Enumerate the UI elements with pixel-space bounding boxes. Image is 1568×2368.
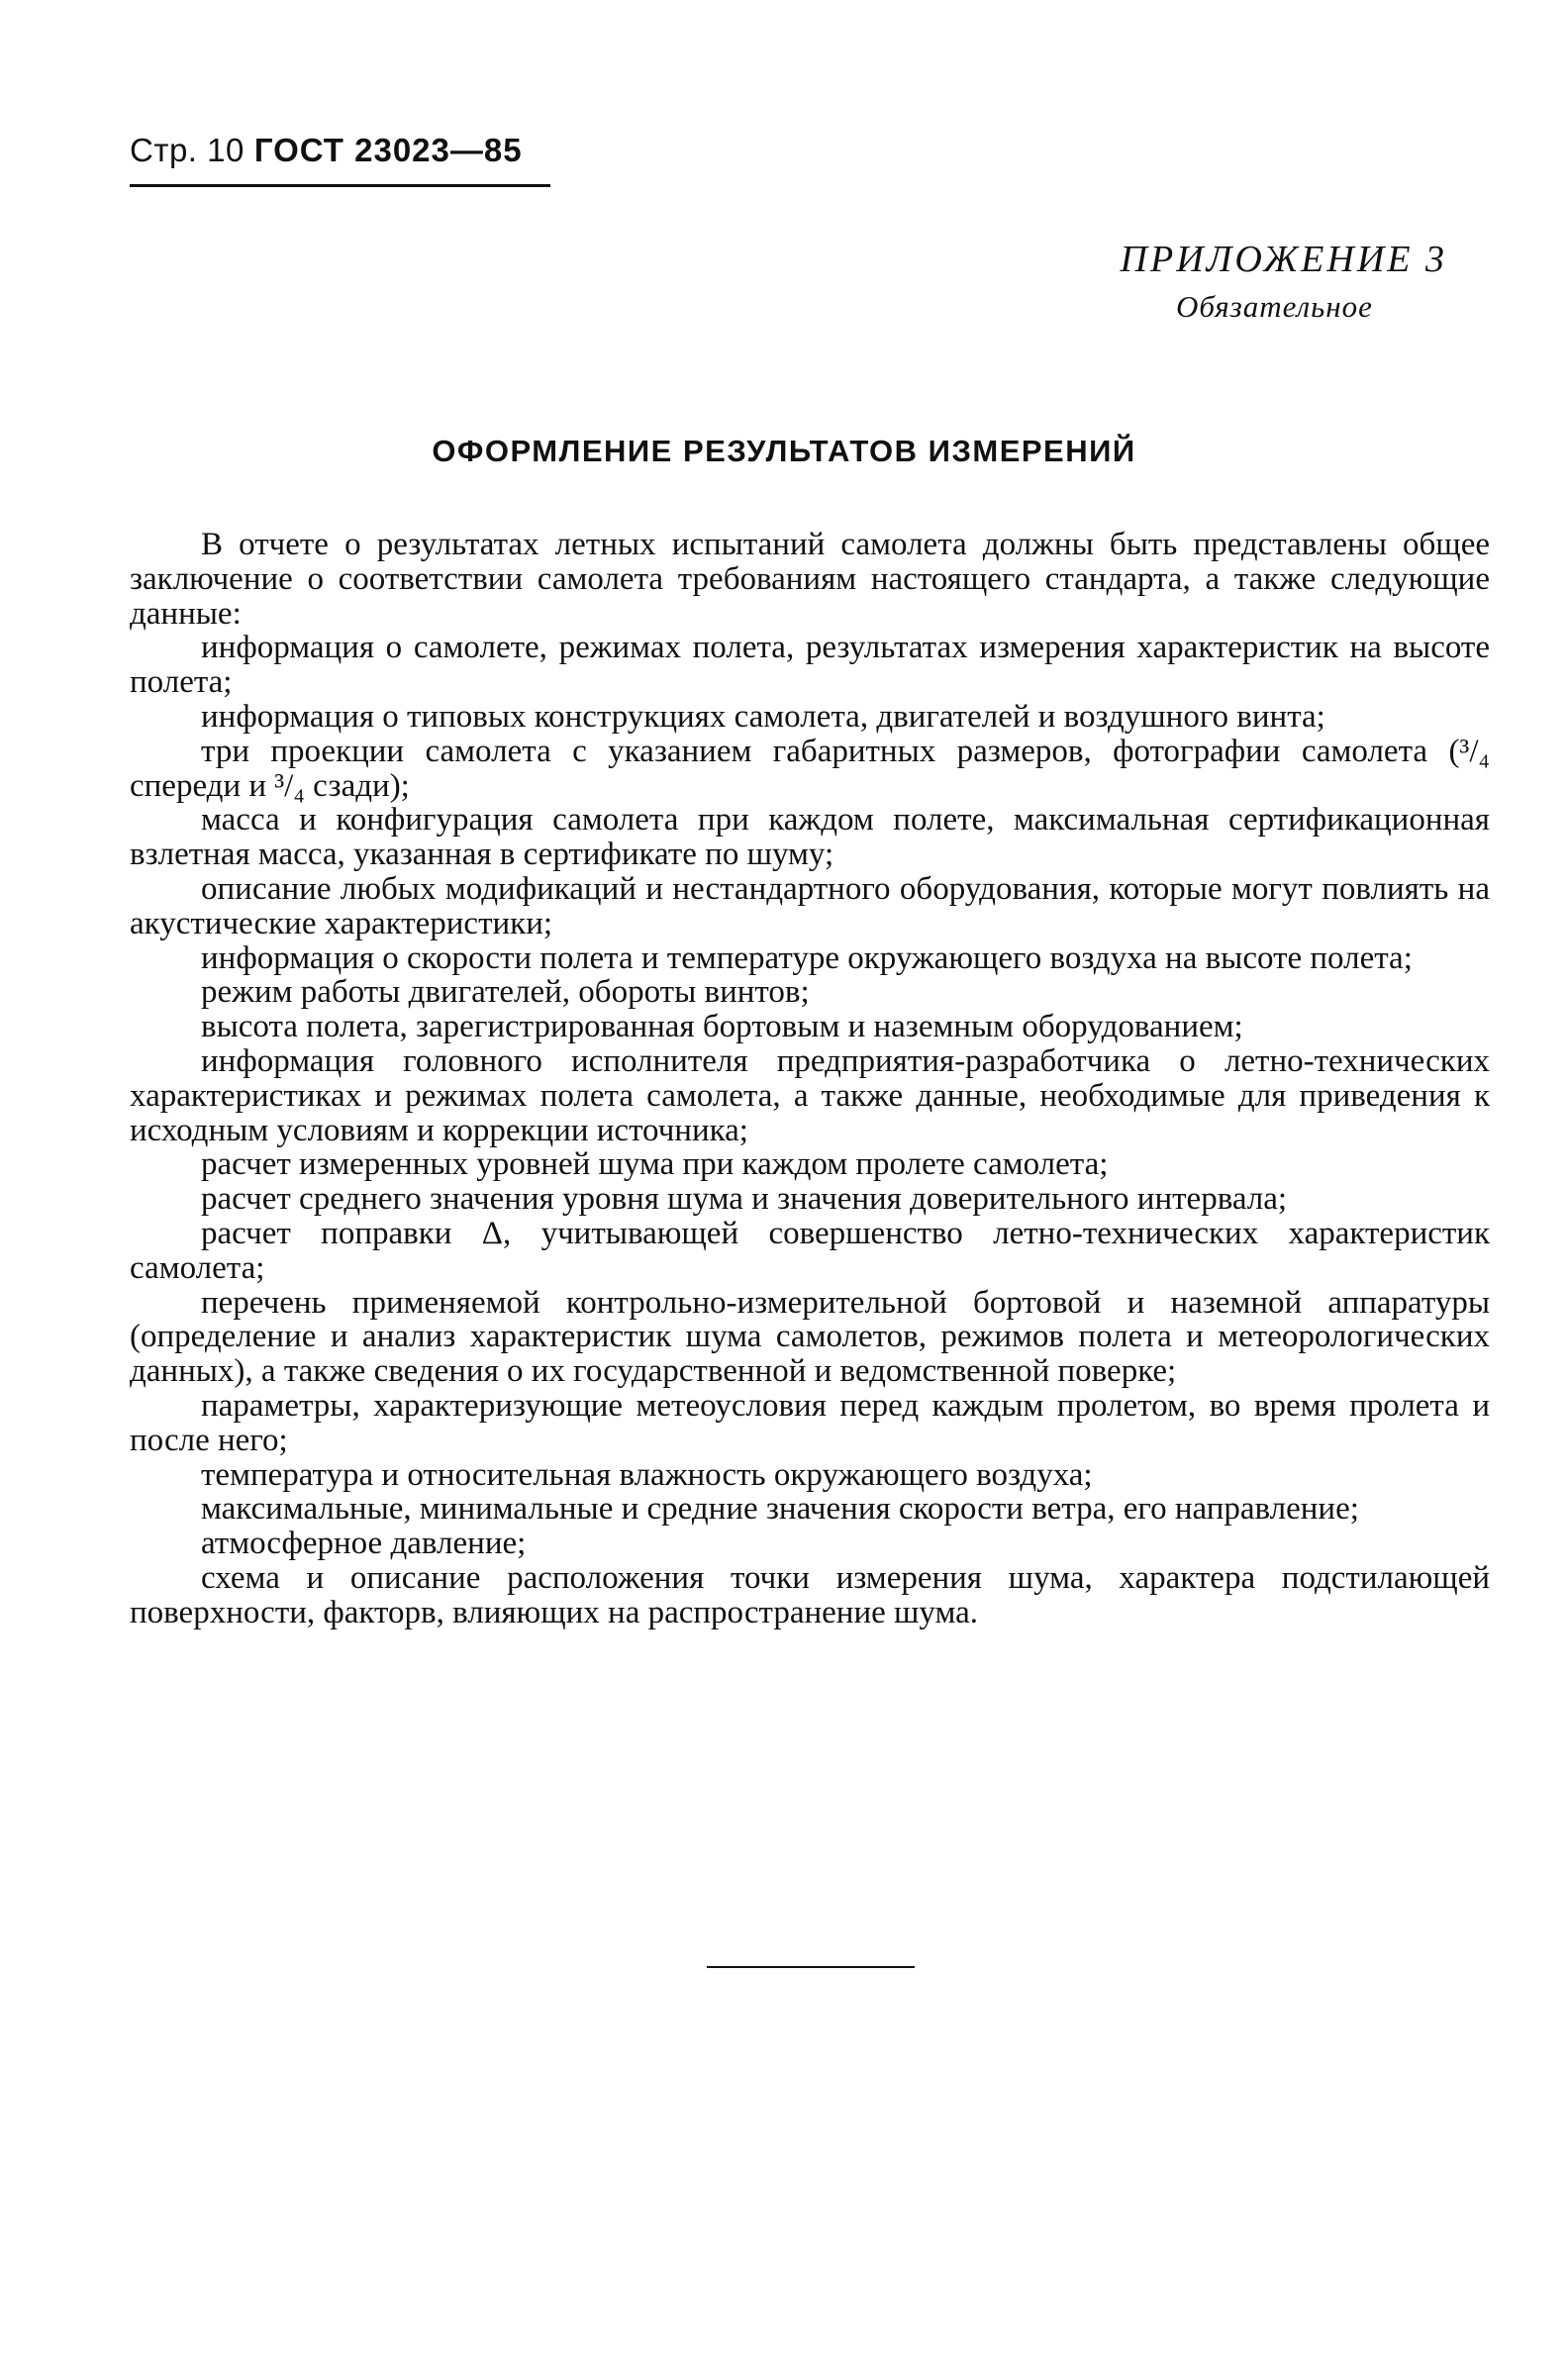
- list-item: режим работы двигателей, обороты винтов;: [201, 974, 810, 1011]
- list-item: перечень применяемой контрольно-измерительной бортовой и наземной аппаратуры (определение и анализ характеристик шума самолетов, режимов полета и метеорологических данных), а также сведения о их государственной и ведомственной поверке;: [130, 1284, 1490, 1390]
- list-item: расчет измеренных уровней шума при каждом пролете самолета;: [201, 1146, 1109, 1183]
- header-rule: [130, 184, 550, 187]
- list-item: информация головного исполнителя предприятия-разработчика о летно-технических характеристиках и режимах полета самолета, а также данные, необходимые для приведения к исходным условиям и коррекции источника;: [130, 1042, 1490, 1148]
- standard-code: ГОСТ 23023—85: [253, 132, 523, 168]
- list-item: информация о типовых конструкциях самолета, двигателей и воздушного винта;: [201, 698, 1325, 735]
- list-item: описание любых модификаций и нестандартного оборудования, которые могут повлиять на акустические характеристики;: [130, 870, 1490, 941]
- list-item: атмосферное давление;: [201, 1526, 527, 1562]
- list-item: параметры, характеризующие метеоусловия перед каждым пролетом, во время пролета и после него;: [130, 1387, 1490, 1458]
- page-number: Стр. 10: [130, 132, 245, 168]
- list-item: масса и конфигурация самолета при каждом полете, максимальная сертификационная взлетная масса, указанная в сертификате по шуму;: [130, 802, 1490, 873]
- section-title: ОФОРМЛЕНИЕ РЕЗУЛЬТАТОВ ИЗМЕРЕНИЙ: [432, 434, 1136, 468]
- list-item: расчет поправки Δ, учитывающей совершенство летно-технических характеристик самолета;: [130, 1215, 1490, 1286]
- list-item: информация о самолете, режимах полета, результатах измерения характеристик на высоте полета;: [130, 630, 1490, 701]
- list-item: температура и относительная влажность окружающего воздуха;: [201, 1456, 1093, 1493]
- list-item: высота полета, зарегистрированная бортовым и наземным оборудованием;: [201, 1009, 1243, 1045]
- end-rule: [707, 1966, 915, 1968]
- page-header: [130, 132, 523, 169]
- list-item: расчет среднего значения уровня шума и значения доверительного интервала;: [201, 1181, 1288, 1218]
- appendix-title: ПРИЛОЖЕНИЕ 3: [1120, 239, 1447, 280]
- list-item: информация о скорости полета и температуре окружающего воздуха на высоте полета;: [201, 939, 1413, 976]
- list-item: схема и описание расположения точки измерения шума, характера подстилающей поверхности, факторв, влияющих на распространение шума.: [130, 1559, 1490, 1630]
- body-text: [130, 528, 1490, 1630]
- paragraph-intro: В отчете о результатах летных испытаний самолета должны быть представлены общее заключение о соответствии самолета требованиям настоящего стандарта, а также следующие данные:: [130, 527, 1490, 632]
- list-item: максимальные, минимальные и средние значения скорости ветра, его направление;: [201, 1491, 1359, 1528]
- list-item: три проекции самолета с указанием габаритных размеров, фотографии самолета (³/₄ спереди и ³/₄ сзади);: [130, 733, 1490, 804]
- appendix-status: Обязательное: [1176, 289, 1373, 324]
